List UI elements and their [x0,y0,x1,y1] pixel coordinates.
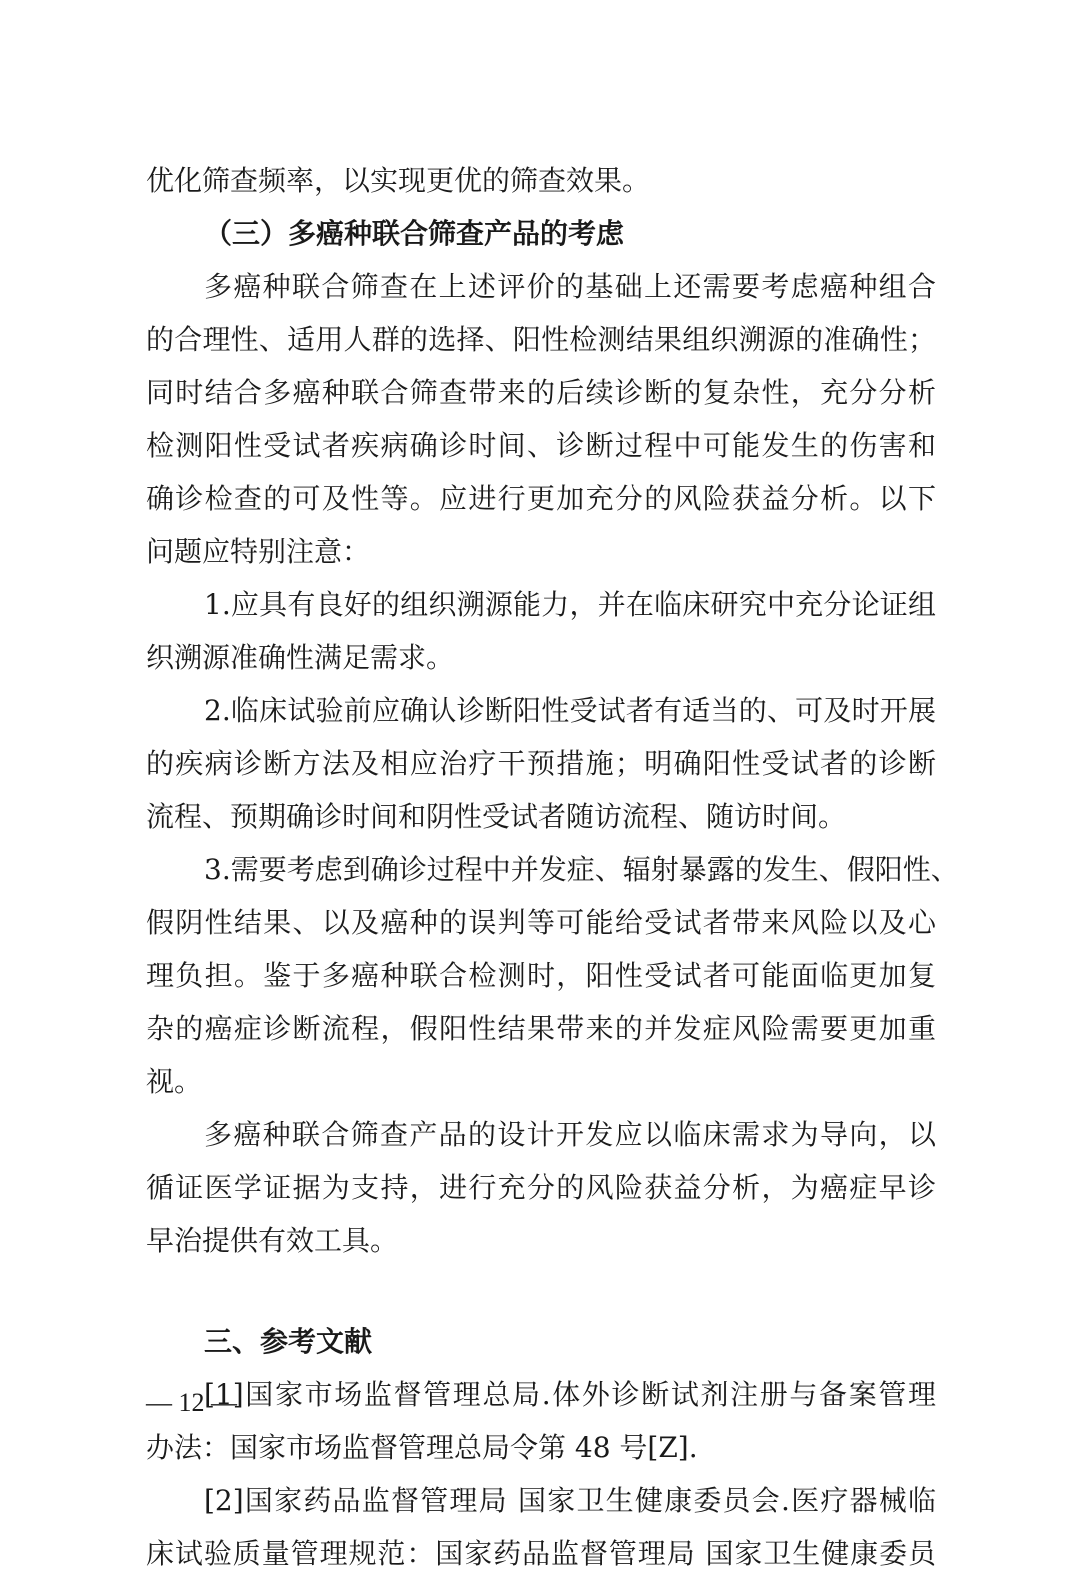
text-line: 流程、预期确诊时间和阴性受试者随访流程、随访时间。 [146,800,847,833]
section-heading: 三、参考文献 [204,1325,373,1358]
reference-line: [2]国家药品监督管理局 国家卫生健康委员会.医疗器械临 [204,1484,936,1517]
text-line: 优化筛查频率，以实现更优的筛查效果。 [146,164,651,197]
text-line: 织溯源准确性满足需求。 [146,641,455,674]
text-line: 多癌种联合筛查产品的设计开发应以临床需求为导向，以 [204,1118,936,1151]
reference-line: 办法：国家市场监督管理总局令第 48 号[Z]. [146,1431,698,1464]
text-line: 同时结合多癌种联合筛查带来的后续诊断的复杂性，充分分析 [146,376,936,409]
text-line: 循证医学证据为支持，进行充分的风险获益分析，为癌症早诊 [146,1171,936,1204]
reference-line: [1]国家市场监督管理总局.体外诊断试剂注册与备案管理 [204,1378,936,1411]
text-line: 3.需要考虑到确诊过程中并发症、辐射暴露的发生、假阳性、 [204,853,959,886]
body-text [146,154,959,1580]
references-list [146,1368,936,1580]
section-gap [146,1267,936,1315]
text-line: 视。 [146,1065,203,1098]
reference-line: 床试验质量管理规范：国家药品监督管理局 国家卫生健康委员 [146,1537,936,1570]
text-line: 问题应特别注意： [146,535,371,568]
text-line: 理负担。鉴于多癌种联合检测时，阳性受试者可能面临更加复 [146,959,936,992]
text-line: 杂的癌症诊断流程，假阳性结果带来的并发症风险需要更加重 [146,1012,936,1045]
text-line: 2.临床试验前应确认诊断阳性受试者有适当的、可及时开展 [204,694,936,727]
text-line: 确诊检查的可及性等。应进行更加充分的风险获益分析。以下 [146,482,936,515]
text-line: 早治提供有效工具。 [146,1224,399,1257]
text-line: 1.应具有良好的组织溯源能力，并在临床研究中充分论证组 [204,588,936,621]
text-line: 检测阳性受试者疾病确诊时间、诊断过程中可能发生的伤害和 [146,429,936,462]
text-line: 假阴性结果、以及癌种的误判等可能给受试者带来风险以及心 [146,906,936,939]
text-line: 的疾病诊断方法及相应治疗干预措施；明确阳性受试者的诊断 [146,747,936,780]
main-paragraphs [146,154,959,1267]
text-line: 的合理性、适用人群的选择、阳性检测结果组织溯源的准确性； [146,323,936,356]
page-number: — 12 — [146,1388,237,1417]
text-line: 多癌种联合筛查在上述评价的基础上还需要考虑癌种组合 [204,270,936,303]
text-line: （三）多癌种联合筛查产品的考虑 [204,217,625,250]
